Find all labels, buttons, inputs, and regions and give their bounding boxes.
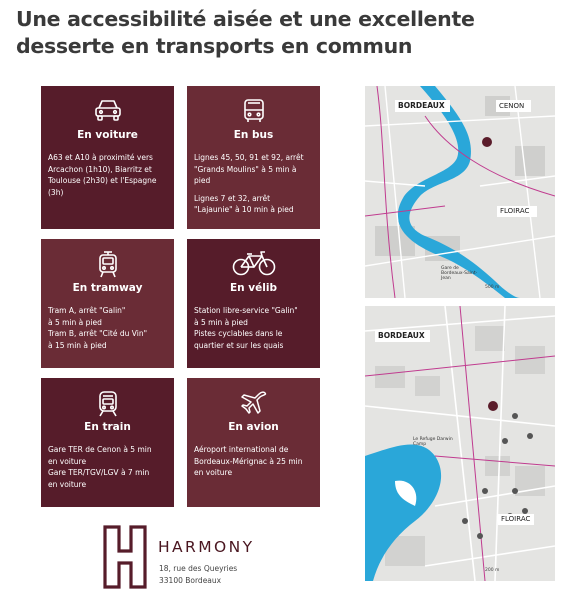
page-title (16, 6, 486, 60)
tram-icon (41, 251, 174, 277)
card-tram (41, 239, 174, 368)
bicycle-icon (187, 251, 320, 277)
map-bottom-city-label: BORDEAUX (378, 331, 425, 340)
card-plane-text: Aéroport international de Bordeaux-Mérignac à 25 min en voiture (194, 445, 303, 477)
map-top-cenon-label: CENON (499, 102, 525, 110)
card-bus-title: En bus (233, 129, 274, 141)
map-bottom-scale: 200 m (485, 568, 500, 573)
card-bike (187, 239, 320, 368)
brand-name: HARMONY (158, 538, 255, 556)
map-bottom-park-label: Le Refuge Darwin Camp (413, 437, 453, 447)
card-bus-text: Lignes 45, 50, 91 et 92, arrêt "Grands Moulins" à 5 min à pied Lignes 7 et 32, arrêt "Lajaunie" à 10 min à pied (194, 153, 304, 214)
map-top-scale: 500 m (485, 285, 500, 290)
car-icon (41, 98, 174, 124)
card-car-title: En voiture (77, 129, 138, 141)
card-train (41, 378, 174, 507)
map-top-city-label: BORDEAUX (398, 101, 445, 110)
card-plane (187, 378, 320, 507)
map-top-station-label: Gare de Bordeaux-Saint-Jean (441, 266, 478, 281)
plane-icon (187, 390, 320, 416)
map-detail (365, 306, 555, 581)
card-bike-text: Station libre-service "Galin" à 5 min à pied Pistes cyclables dans le quartier et sur les quais (194, 306, 298, 350)
card-train-text: Gare TER de Cenon à 5 min en voiture Gare TER/TGV/LGV à 7 min en voiture (48, 445, 152, 489)
map-top-floirac-label: FLOIRAC (500, 207, 530, 215)
card-car-text: A63 et A10 à proximité vers Arcachon (1h10), Biarritz et Toulouse (2h30) et l'Espagne (3h) (48, 153, 157, 197)
card-bus (187, 86, 320, 229)
address-line1: 18, rue des Queyries (159, 564, 238, 573)
map-bottom-floirac-label: FLOIRAC (501, 515, 531, 523)
card-car (41, 86, 174, 229)
map-overview (365, 86, 555, 298)
card-plane-title: En avion (228, 421, 279, 433)
page-title-line2: desserte en transports en commun (16, 34, 413, 58)
card-train-title: En train (84, 421, 131, 433)
train-icon (41, 390, 174, 416)
page-title-line1: Une accessibilité aisée et une excellente (16, 7, 475, 31)
card-bike-title: En vélib (230, 282, 277, 294)
bus-icon (187, 98, 320, 124)
card-tram-title: En tramway (72, 282, 143, 294)
address-line2: 33100 Bordeaux (159, 576, 222, 585)
harmony-logo-icon (101, 525, 149, 593)
card-tram-text: Tram A, arrêt "Galin" à 5 min à pied Tram B, arrêt "Cité du Vin" à 15 min à pied (48, 306, 148, 350)
